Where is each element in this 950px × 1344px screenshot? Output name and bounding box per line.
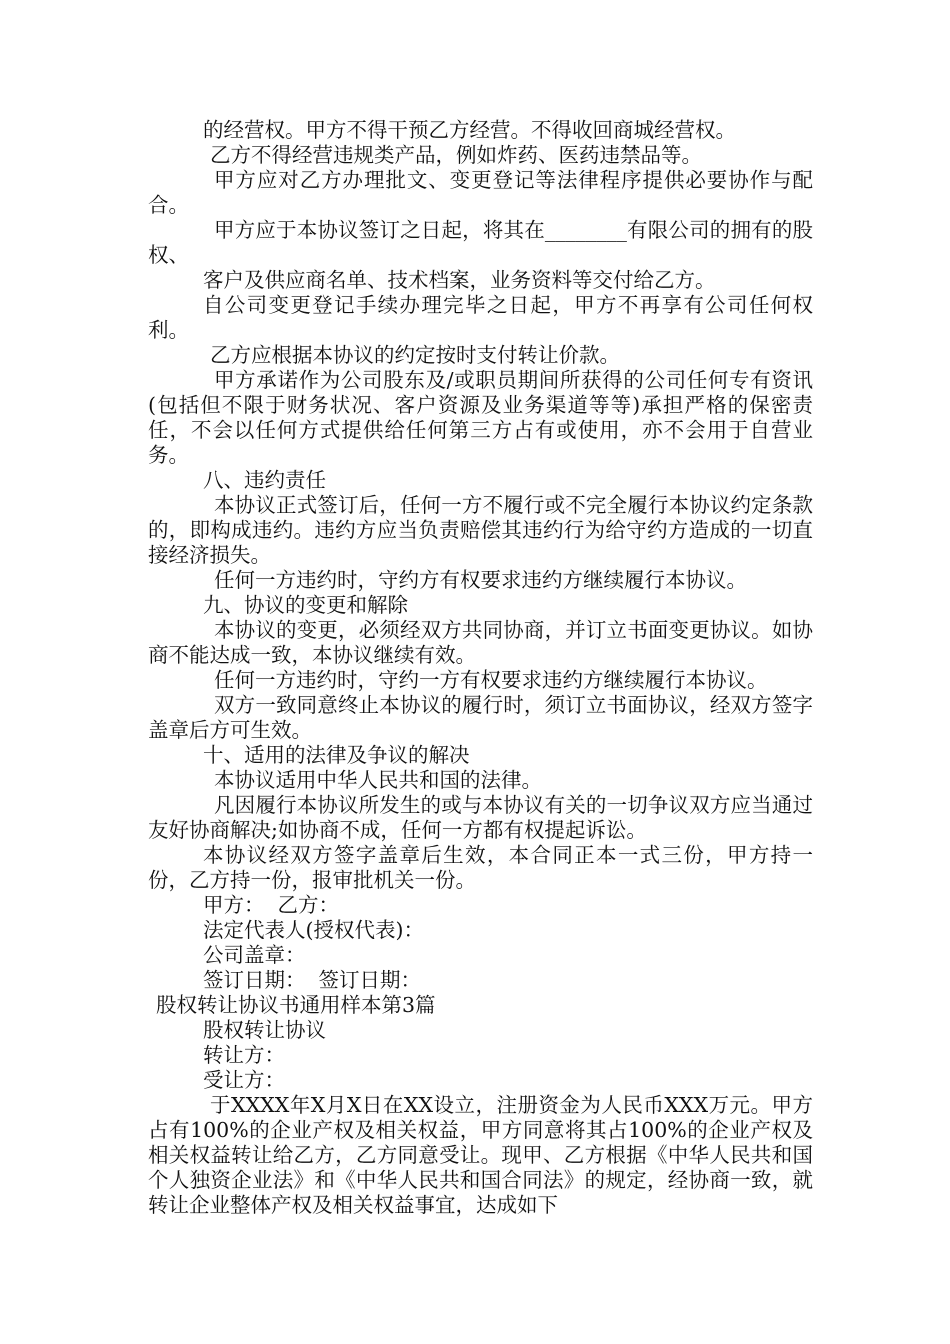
section-heading: 十、适用的法律及争议的解决 xyxy=(203,743,470,767)
paragraph: 本协议正式签订后，任何一方不履行或不完全履行本协议约定条款的，即构成违约。违约方应当负责赔偿其违约行为给守约方造成的一切直接经济损失。 xyxy=(148,493,813,567)
paragraph: 本协议经双方签字盖章后生效，本合同正本一式三份，甲方持一份，乙方持一份，报审批机关一份。 xyxy=(148,843,813,892)
party-line: 转让方： xyxy=(203,1043,285,1067)
paragraph: 自公司变更登记手续办理完毕之日起，甲方不再享有公司任何权利。 xyxy=(148,293,813,342)
paragraph: 甲方承诺作为公司股东及/或职员期间所获得的公司任何专有资讯(包括但不限于财务状况、客户资源及业务渠道等等)承担严格的保密责任，不会以任何方式提供给任何第三方占有或使用，亦不会用于自营业务。 xyxy=(148,368,813,467)
paragraph: 甲方应于本协议签订之日起，将其在________有限公司的拥有的股权、 xyxy=(148,218,813,267)
paragraph: 的经营权。甲方不得干预乙方经营。不得收回商城经营权。 xyxy=(203,118,736,142)
party-line: 受让方： xyxy=(203,1068,285,1092)
paragraph: 任何一方违约时，守约方有权要求违约方继续履行本协议。 xyxy=(214,568,747,592)
paragraph: 本协议的变更，必须经双方共同协商，并订立书面变更协议。如协商不能达成一致，本协议继续有效。 xyxy=(148,618,813,667)
section-heading: 九、协议的变更和解除 xyxy=(203,593,408,617)
document-body xyxy=(148,118,813,1218)
signature-line: 签订日期： 签订日期： xyxy=(203,968,422,992)
section-heading: 八、违约责任 xyxy=(203,468,326,492)
paragraph: 甲方应对乙方办理批文、变更登记等法律程序提供必要协作与配合。 xyxy=(148,168,813,217)
signature-line: 甲方： 乙方： xyxy=(203,893,340,917)
paragraph: 乙方应根据本协议的约定按时支付转让价款。 xyxy=(210,343,620,367)
paragraph: 本协议适用中华人民共和国的法律。 xyxy=(214,768,542,792)
signature-line: 法定代表人(授权代表)： xyxy=(203,918,424,942)
signature-line: 公司盖章： xyxy=(203,943,306,967)
paragraph: 客户及供应商名单、技术档案，业务资料等交付给乙方。 xyxy=(203,268,716,292)
agreement-title: 股权转让协议 xyxy=(203,1018,326,1042)
document-section-title: 股权转让协议书通用样本第3篇 xyxy=(156,993,436,1017)
paragraph: 乙方不得经营违规类产品，例如炸药、医药违禁品等。 xyxy=(210,143,702,167)
paragraph: 任何一方违约时，守约一方有权要求违约方继续履行本协议。 xyxy=(214,668,768,692)
paragraph: 双方一致同意终止本协议的履行时，须订立书面协议，经双方签字盖章后方可生效。 xyxy=(148,693,813,742)
paragraph: 于XXXX年X月X日在XX设立，注册资金为人民币XXX万元。甲方占有100%的企业产权及相关权益，甲方同意将其占100%的企业产权及相关权益转让给乙方，乙方同意受让。现甲、乙方根据《中华人民共和国个人独资企业法》和《中华人民共和国合同法》的规定，经协商一致，就转让企业整体产权及相关权益事宜，达成如下 xyxy=(148,1093,813,1217)
paragraph: 凡因履行本协议所发生的或与本协议有关的一切争议双方应当通过友好协商解决;如协商不成，任何一方都有权提起诉讼。 xyxy=(148,793,813,842)
